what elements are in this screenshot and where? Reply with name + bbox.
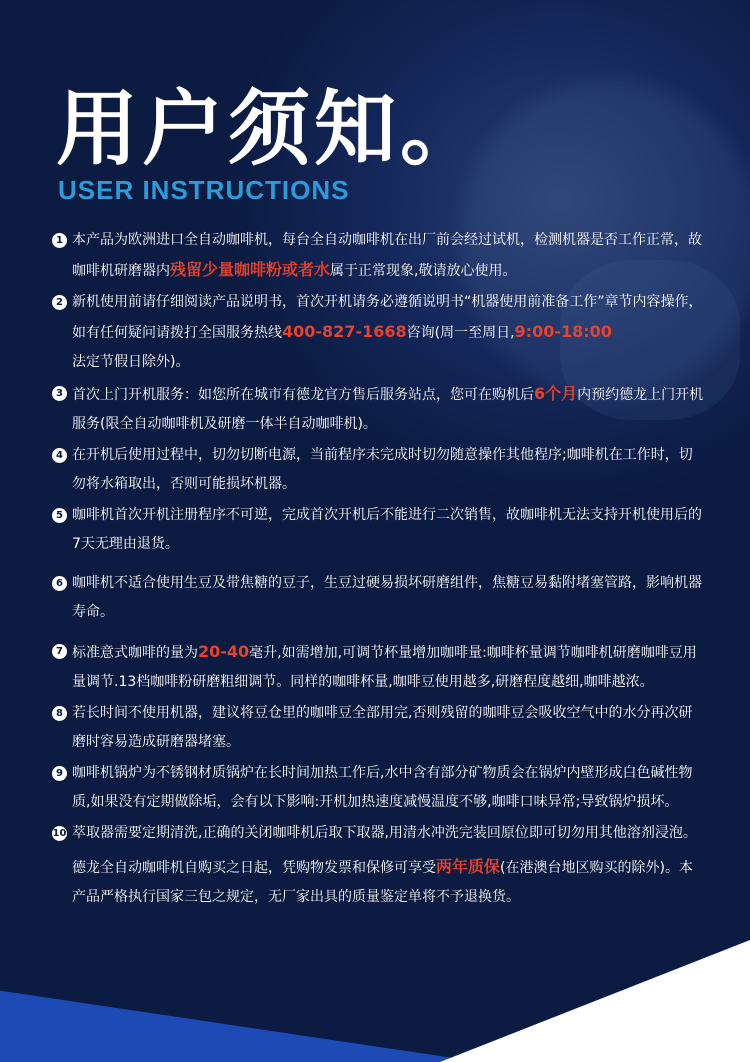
- list-item: [52, 819, 704, 848]
- list-item: [52, 441, 704, 499]
- number-badge: 10: [52, 828, 67, 839]
- warranty-text: 德龙全自动咖啡机自购买之日起，凭购物发票和保修可享受: [72, 860, 436, 876]
- list-item: [52, 569, 704, 627]
- item-text: 标准意式咖啡的量为: [72, 645, 198, 661]
- service-hours: 9:00-18:00: [514, 322, 612, 341]
- item-text: 新机使用前请仔细阅读产品说明书，首次开机请务必遵循说明书“机器使用前准备工作”章节内容操作，如有任何疑问请拨打全国服务热线: [72, 294, 703, 341]
- highlight-text: 残留少量咖啡粉或者水: [170, 260, 331, 279]
- page-subtitle: USER INSTRUCTIONS: [58, 175, 350, 205]
- instructions-list: [52, 226, 704, 912]
- number-badge: 6: [52, 576, 67, 591]
- item-text: 咨询(周一至周日,: [406, 325, 515, 341]
- item-text: 咖啡机锅炉为不锈钢材质锅炉在长时间加热工作后,水中含有部分矿物质会在锅炉内壁形成白色碱性物质,如果没有定期做除垢，会有以下影响:开机加热速度减慢温度不够,咖啡口味异常;导致锅炉损坏。: [72, 765, 693, 810]
- warranty-text: (在港澳台地区购买的除外)。本产品严格执行国家三包之规定，无厂家出具的质量鉴定单将不予退换货。: [72, 860, 693, 905]
- highlight-text: 6个月: [534, 384, 578, 403]
- item-text: 毫升,如需增加,可调节杯量增加咖啡量:咖啡杯量调节咖啡机研磨咖啡豆用量调节.13档咖啡粉研磨粗细调节。同样的咖啡杯量,咖啡豆使用越多,研磨程度越细,咖啡越浓。: [72, 645, 697, 690]
- number-badge: 3: [52, 386, 67, 401]
- item-text: 本产品为欧洲进口全自动咖啡机，每台全自动咖啡机在出厂前会经过试机，检测机器是否工作正常，故咖啡机研磨器内: [72, 232, 702, 279]
- number-badge: 9: [52, 766, 67, 781]
- item-text: 咖啡机首次开机注册程序不可逆，完成首次开机后不能进行二次销售，故咖啡机无法支持开机使用后的7天无理由退货。: [72, 507, 702, 552]
- number-badge: 4: [52, 448, 67, 463]
- list-item: [52, 501, 704, 559]
- page-title: 用户须知。: [56, 82, 487, 177]
- item-text: 法定节假日除外)。: [72, 354, 190, 370]
- number-badge: 8: [52, 706, 67, 721]
- highlight-text: 20-40: [198, 642, 250, 661]
- item-text: 首次上门开机服务：如您所在城市有德龙官方售后服务站点，您可在购机后: [72, 387, 534, 403]
- item-text: 若长时间不使用机器，建议将豆仓里的咖啡豆全部用完,否则残留的咖啡豆会吸收空气中的水分再次研磨时容易造成研磨器堵塞。: [72, 705, 693, 750]
- number-badge: 5: [52, 508, 67, 523]
- warranty-highlight: 两年质保: [436, 857, 501, 876]
- list-item: [52, 379, 704, 439]
- list-item: [52, 699, 704, 757]
- list-item: [52, 226, 704, 286]
- warranty-note: [52, 852, 704, 912]
- list-item: [52, 288, 704, 377]
- item-text: 咖啡机不适合使用生豆及带焦糖的豆子，生豆过硬易损坏研磨组件，焦糖豆易黏附堵塞管路，影响机器寿命。: [72, 575, 702, 620]
- item-text: 内预约德龙上门开机服务(限全自动咖啡机及研磨一体半自动咖啡机)。: [72, 387, 704, 432]
- item-text: 属于正常现象,敬请放心使用。: [330, 263, 517, 279]
- number-badge: 7: [52, 644, 67, 659]
- item-text: 萃取器需要定期清洗,正确的关闭咖啡机后取下取器,用清水冲洗完装回原位即可切勿用其他溶剂浸泡。: [72, 825, 697, 841]
- number-badge: 1: [52, 233, 67, 248]
- list-item: [52, 637, 704, 697]
- hotline-number: 400-827-1668: [282, 322, 407, 341]
- number-badge: 2: [52, 295, 67, 310]
- item-text: 在开机后使用过程中，切勿切断电源，当前程序未完成时切勿随意操作其他程序;咖啡机在工作时，切勿将水箱取出，否则可能损坏机器。: [72, 447, 693, 492]
- list-item: [52, 759, 704, 817]
